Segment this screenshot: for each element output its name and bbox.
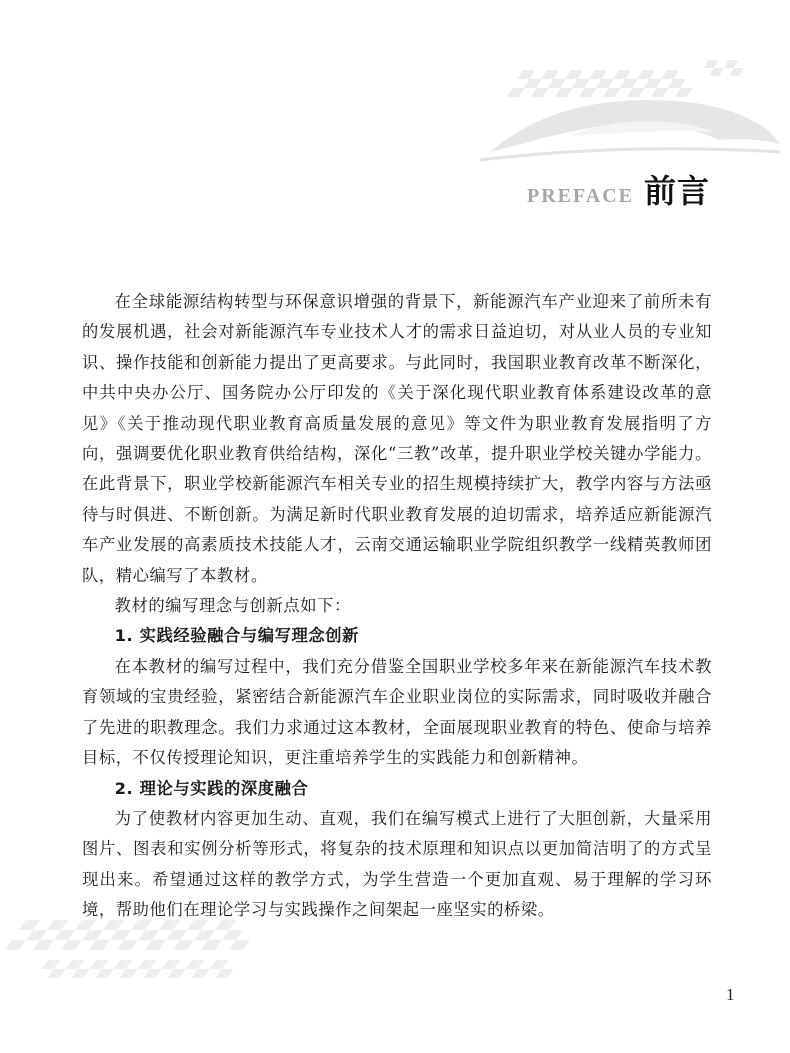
section-1-paragraph: 在本教材的编写过程中，我们充分借鉴全国职业学校多年来在新能源汽车技术教育领域的宝贵经验，紧密结合新能源汽车企业职业岗位的实际需求，同时吸收并融合了先进的职教理念。我们力求通过这本教材，全面展现职业教育的特色、使命与培养目标，不仅传授理论知识，更注重培养学生的实践能力和创新精神。 xyxy=(82,656,712,768)
section-heading-1: 1. 实践经验融合与编写理念创新 xyxy=(114,626,360,646)
car-underline xyxy=(480,149,780,160)
lead-in-paragraph: 教材的编写理念与创新点如下： xyxy=(114,596,351,616)
preface-english-title: PREFACE xyxy=(527,185,634,207)
checkered-flag-pattern xyxy=(507,60,744,97)
section-heading-2: 2. 理论与实践的深度融合 xyxy=(114,778,309,798)
preface-chinese-title: 前言 xyxy=(643,172,710,210)
page-number: 1 xyxy=(726,985,735,1004)
preface-body xyxy=(82,287,712,926)
preface-heading xyxy=(527,166,710,212)
intro-paragraph: 在全球能源结构转型与环保意识增强的背景下，新能源汽车产业迎来了前所未有的发展机遇，社会对新能源汽车专业技术人才的需求日益迫切，对从业人员的专业知识、操作技能和创新能力提出了更高要求。与此同时，我国职业教育改革不断深化，中共中央办公厅、国务院办公厅印发的《关于深化现代职业教育体系建设改革的意见》《关于推动现代职业教育高质量发展的意见》等文件为职业教育发展指明了方向，强调要优化职业教育供给结构，深化“三教”改革，提升职业学校关键办学能力。在此背景下，职业学校新能源汽车相关专业的招生规模持续扩大，教学内容与方法亟待与时俱进、不断创新。为满足新时代职业教育发展的迫切需求，培养适应新能源汽车产业发展的高素质技术技能人才，云南交通运输职业学院组织教学一线精英教师团队，精心编写了本教材。 xyxy=(82,292,712,585)
section-2-paragraph: 为了使教材内容更加生动、直观，我们在编写模式上进行了大胆创新，大量采用图片、图表和实例分析等形式，将复杂的技术原理和知识点以更加简洁明了的方式呈现出来。希望通过这样的教学方式，为学生营造一个更加直观、易于理解的学习环境，帮助他们在理论学习与实践操作之间架起一座坚实的桥梁。 xyxy=(82,808,712,920)
